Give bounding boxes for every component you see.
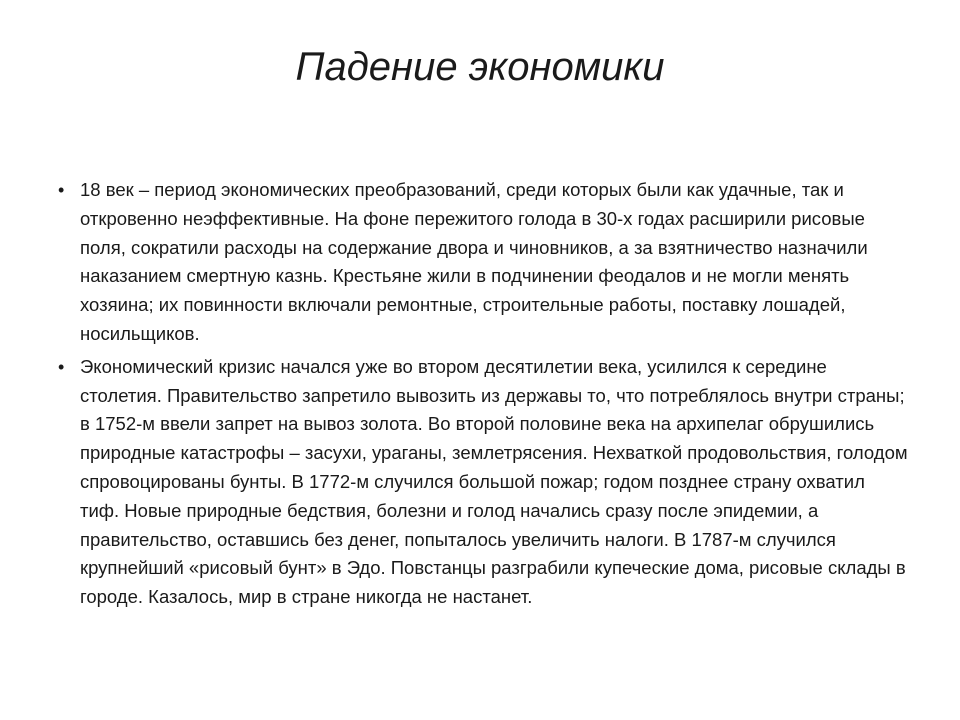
bullet-icon: • <box>58 356 65 377</box>
bullet-text: 18 век – период экономических преобразований, среди которых были как удачные, так и откровенно неэффективные. На фоне пережитого голода в 30-х годах расширили рисовые поля, сократили расходы на содержание двора и чиновников, а за взятничество назначили наказанием смертную казнь. Крестьяне жили в подчинении феодалов и не могли менять хозяина; их повинности включали ремонтные, строительные работы, поставку лошадей, носильщиков. <box>80 179 868 344</box>
bullet-icon: • <box>58 180 65 200</box>
bullet-item <box>58 353 908 612</box>
bullet-item <box>58 176 908 349</box>
bullet-text: Экономический кризис начался уже во втором десятилетии века, усилился к середине столетия. Правительство запретило вывозить из державы то, что потреблялось внутри страны; в 1752-м ввели запрет на вывоз золота. Во второй половине века на архипелаг обрушились природные катастрофы – засухи, ураганы, землетрясения. Нехваткой продовольствия, голодом спровоцированы бунты. В 1772-м случился большой пожар; годом позднее страну охватил тиф. Новые природные бедствия, болезни и голод начались сразу после эпидемии, а правительство, оставшись без денег, попыталось увеличить налоги. В 1787-м случился крупнейший «рисовый бунт» в Эдо. Повстанцы разграбили купеческие дома, рисовые склады в городе. Казалось, мир в стране никогда не настанет. <box>80 355 908 608</box>
slide-title: Падение экономики <box>295 45 665 89</box>
bullet-list <box>58 176 908 616</box>
